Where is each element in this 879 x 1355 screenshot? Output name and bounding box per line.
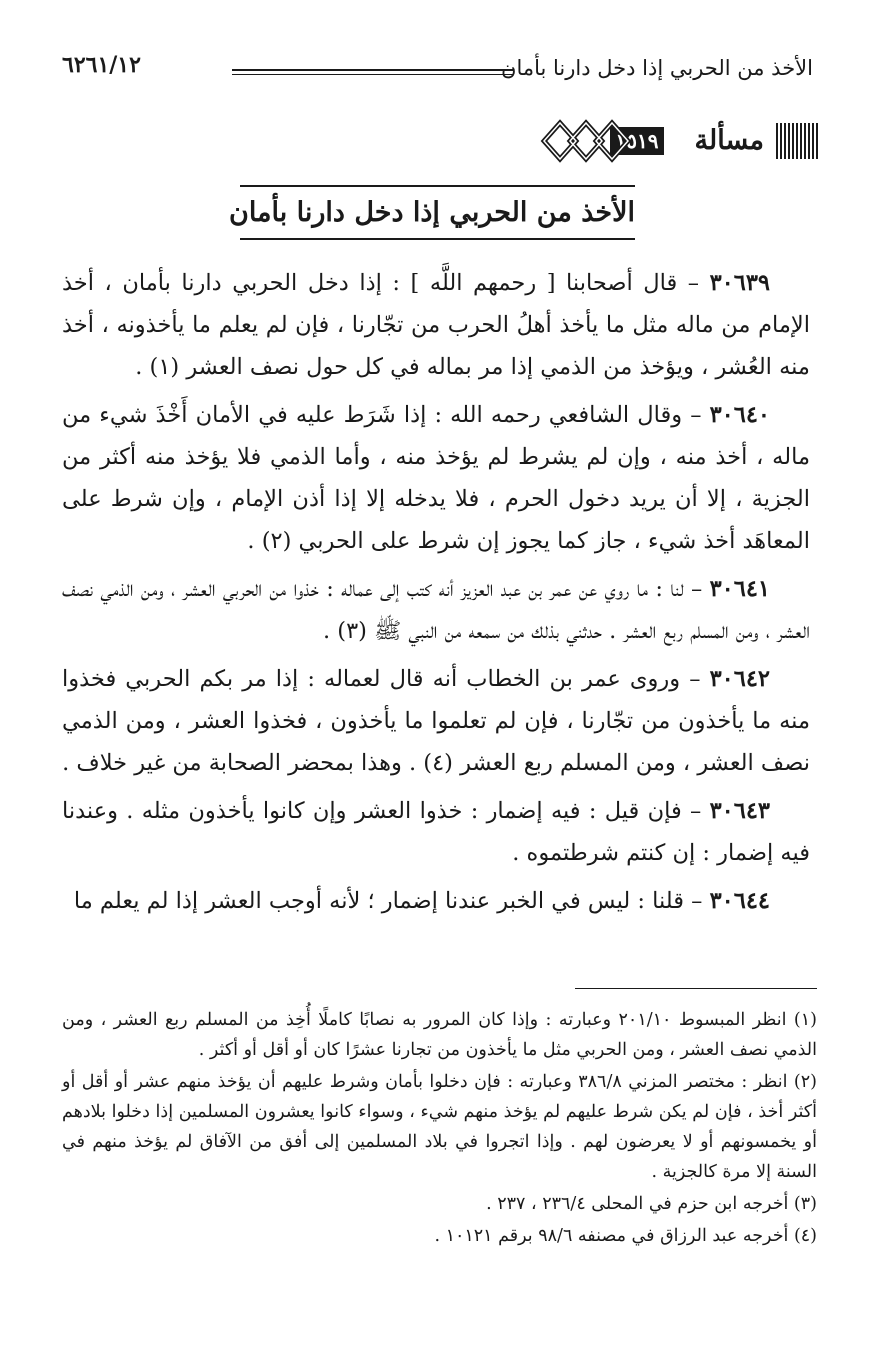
footnote: (٣) أخرجه ابن حزم في المحلى ٢٣٦/٤ ، ٢٣٧ . bbox=[486, 1194, 817, 1214]
paragraph-number: ٣٠٦٤٢ bbox=[709, 666, 770, 692]
paragraph-number: ٣٠٦٤٠ bbox=[709, 402, 770, 428]
paragraph bbox=[62, 790, 810, 874]
main-text bbox=[62, 262, 810, 928]
masala-label: مسألة bbox=[694, 125, 764, 156]
knot-ornament-icon bbox=[530, 115, 640, 167]
running-header-title: الأخذ من الحربي إذا دخل دارنا بأمان bbox=[501, 56, 813, 80]
paragraph-text: – فإن قيل : فيه إضمار : خذوا العشر وإن كانوا يأخذون مثله . وعندنا فيه إضمار : إن كنتم شرطتموه . bbox=[62, 798, 810, 866]
running-header bbox=[62, 52, 813, 92]
paragraph-text: – لنا : ما روي عن عمر بن عبد العزيز أنه كتب إلى عماله : خذوا من الحربي العشر ، ومن الذمي نصف العشر ، ومن المسلم ربع العشر . حدثني بذلك من سمعه من النبي ﷺ (٣) . bbox=[62, 576, 810, 644]
footnote-separator bbox=[575, 988, 817, 989]
paragraph bbox=[62, 658, 810, 784]
paragraph-text: – قال أصحابنا [ رحمهم اللَّه ] : إذا دخل الحربي دارنا بأمان ، أخذ الإمام من ماله مثل ما يأخذ أهلُ الحرب من تجّارنا ، فإن لم يعلم ما يأخذونه ، أخذ منه العُشر ، ويؤخذ من الذمي إذا مر بماله في كل حول نصف العشر (١) . bbox=[62, 270, 810, 380]
paragraph bbox=[62, 568, 810, 652]
paragraph-number: ٣٠٦٣٩ bbox=[709, 270, 770, 296]
chapter-title-rule-bottom bbox=[240, 238, 635, 240]
chapter-title-block bbox=[228, 185, 635, 240]
masala-number: ١٥١٩ bbox=[610, 127, 664, 155]
footnote: (١) انظر المبسوط ٢٠١/١٠ وعبارته : وإذا كان المرور به نصابًا كاملًا أُخِذ من المسلم ربع العشر ، ومن الذمي نصف العشر ، ومن الحربي مثل ما يأخذون من تجارنا عشرًا كان أو أقل أو أكثر . bbox=[62, 1010, 817, 1060]
footnotes bbox=[62, 1005, 817, 1253]
paragraph-text: – وروى عمر بن الخطاب أنه قال لعماله : إذا مر بكم الحربي فخذوا منه ما يأخذون من تجّارنا ، فإن لم تعلموا ما يأخذون ، فخذوا العشر ، ومن الذمي نصف العشر ، ومن المسلم ربع العشر (٤) . وهذا بمحضر الصحابة من غير خلاف . bbox=[62, 666, 810, 776]
footnote: (٢) انظر : مختصر المزني ٣٨٦/٨ وعبارته : فإن دخلوا بأمان وشرط عليهم أن يؤخذ منهم عشر أو أقل أو أكثر أخذ ، فإن لم يكن شرط عليهم لم يؤخذ منهم شيء ، وسواء كانوا يعشرون المسلمين إذا دخلوا بلادهم أو يخمسونهم أو لا يعرضون لهم . وإذا اتجروا في بلاد المسلمين إلى أفق من الآفاق لم يؤخذ منهم في السنة إلا مرة كالجزية . bbox=[62, 1072, 818, 1182]
masala-banner bbox=[530, 115, 820, 167]
footnote: (٤) أخرجه عبد الرزاق في مصنفه ٩٨/٦ برقم ١٠١٢١ . bbox=[434, 1226, 817, 1246]
paragraph-text: – وقال الشافعي رحمه الله : إذا شَرَط عليه في الأمان أَخْذَ شيء من ماله ، أخذ منه ، وإن لم يشرط لم يؤخذ منه ، وأما الذمي فلا يؤخذ منه أكثر من الجزية ، إلا أن يريد دخول الحرم ، فلا يدخله إلا إذا أذن الإمام ، وإن شرط على المعاهَد أخذ شيء ، جاز كما يجوز إن شرط على الحربي (٢) . bbox=[62, 402, 810, 554]
paragraph bbox=[62, 262, 810, 388]
paragraph bbox=[62, 880, 810, 922]
page-reference: ٦٢٦١/١٢ bbox=[62, 52, 141, 78]
paragraph-number: ٣٠٦٤٤ bbox=[709, 888, 770, 914]
chapter-title: الأخذ من الحربي إذا دخل دارنا بأمان bbox=[228, 197, 635, 228]
paragraph-number: ٣٠٦٤١ bbox=[709, 576, 770, 602]
running-header-rule bbox=[232, 69, 513, 75]
banner-stripes-ornament bbox=[776, 123, 820, 159]
paragraph-text: – قلنا : ليس في الخبر عندنا إضمار ؛ لأنه أوجب العشر إذا لم يعلم ما bbox=[73, 888, 710, 914]
paragraph bbox=[62, 394, 810, 562]
paragraph-number: ٣٠٦٤٣ bbox=[709, 798, 770, 824]
